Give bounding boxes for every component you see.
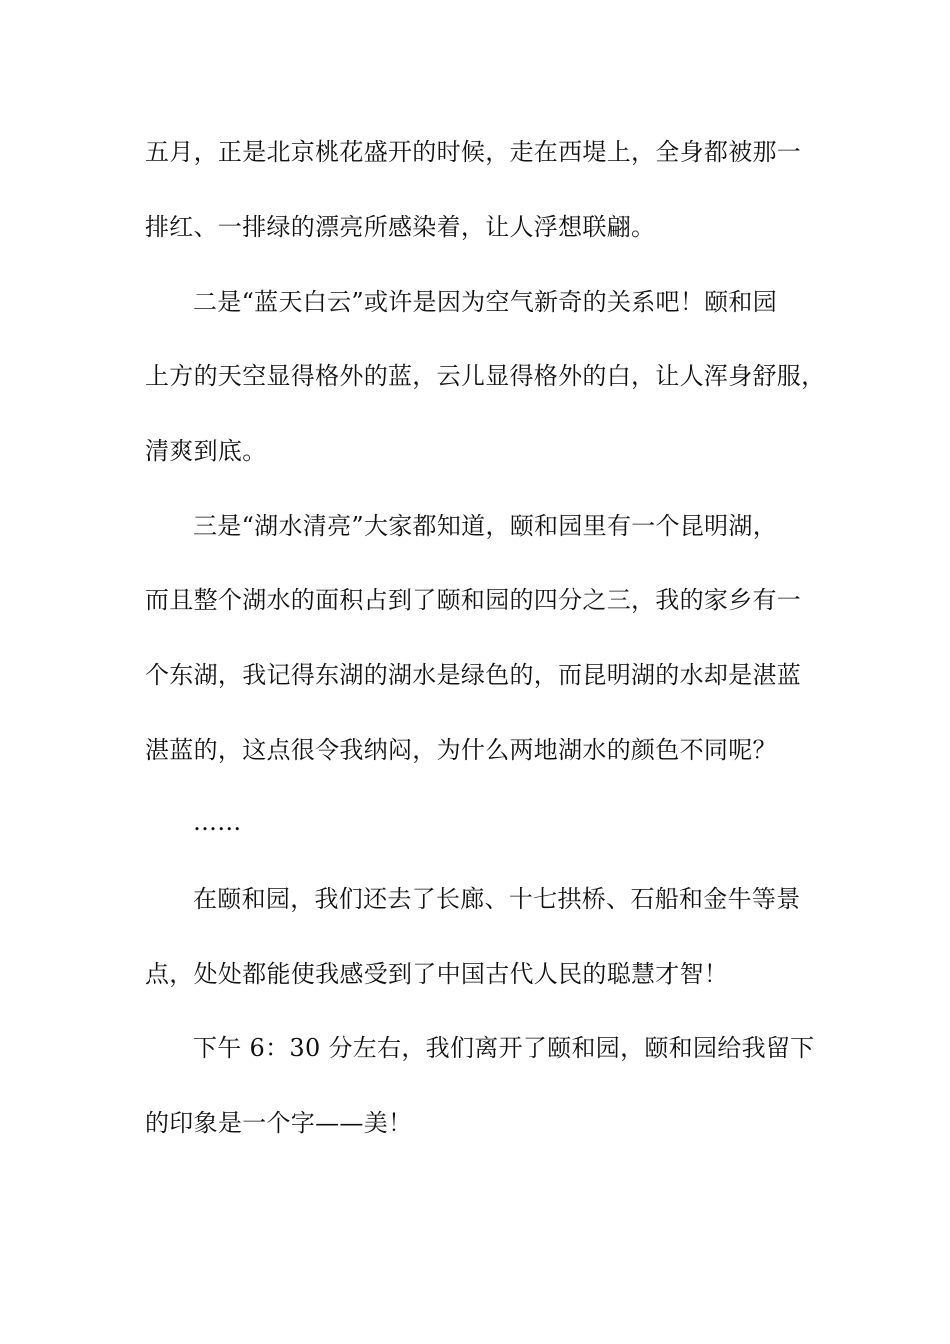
paragraph-start-line: 下午 6：30 分左右，我们离开了颐和园，颐和园给我留下 <box>193 1034 815 1062</box>
text-line: 而且整个湖水的面积占到了颐和园的四分之三，我的家乡有一 <box>145 586 802 614</box>
text-line: 的印象是一个字——美！ <box>145 1109 413 1137</box>
text-line: 个东湖，我记得东湖的湖水是绿色的，而昆明湖的水却是湛蓝 <box>145 661 802 689</box>
paragraph-start-line: 二是“蓝天白云”或许是因为空气新奇的关系吧！颐和园 <box>193 288 778 316</box>
text-line: 湛蓝的，这点很令我纳闷，为什么两地湖水的颜色不同呢？ <box>145 736 777 764</box>
text-line: 清爽到底。 <box>145 437 267 465</box>
text-line: 排红、一排绿的漂亮所感染着，让人浮想联翩。 <box>145 213 656 241</box>
text-line: 上方的天空显得格外的蓝，云儿显得格外的白，让人浑身舒服， <box>145 362 826 390</box>
text-line: 五月，正是北京桃花盛开的时候，走在西堤上，全身都被那一 <box>145 138 802 166</box>
paragraph-start-line: 三是“湖水清亮”大家都知道，颐和园里有一个昆明湖， <box>193 512 778 540</box>
text-line: 点，处处都能使我感受到了中国古代人民的聪慧才智！ <box>145 960 729 988</box>
ellipsis-line: …… <box>193 808 242 836</box>
paragraph-start-line: 在颐和园，我们还去了长廊、十七拱桥、石船和金牛等景 <box>193 885 801 913</box>
